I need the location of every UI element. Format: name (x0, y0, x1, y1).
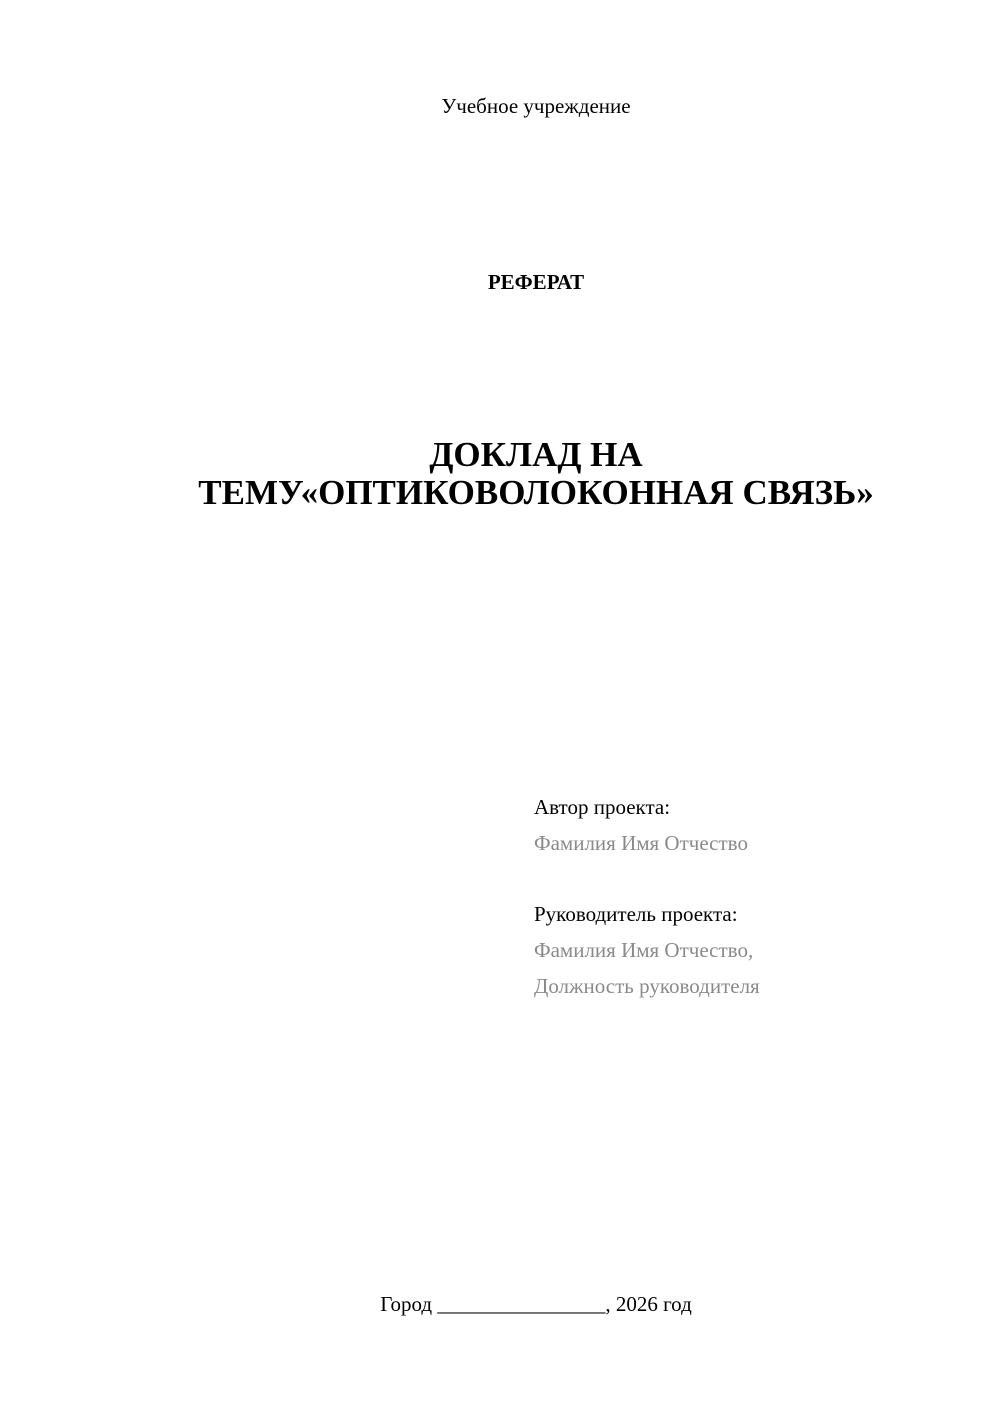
credits-block (534, 789, 760, 1004)
credits-spacer (534, 861, 760, 896)
supervisor-position: Должность руководителя (534, 974, 760, 998)
author-label: Автор проекта: (534, 795, 671, 819)
document-title-line-1: ДОКЛАД НА (429, 435, 643, 474)
institution-name: Учебное учреждение (441, 94, 631, 118)
document-title-line-2: ТЕМУ«ОПТИКОВОЛОКОННАЯ СВЯЗЬ» (198, 473, 874, 512)
supervisor-name: Фамилия Имя Отчество, (534, 938, 754, 962)
city-year-line: Город ________________, 2026 год (380, 1292, 692, 1316)
document-title (0, 436, 1000, 512)
document-type: РЕФЕРАТ (487, 270, 585, 294)
author-name: Фамилия Имя Отчество (534, 831, 748, 855)
supervisor-label: Руководитель проекта: (534, 902, 738, 926)
